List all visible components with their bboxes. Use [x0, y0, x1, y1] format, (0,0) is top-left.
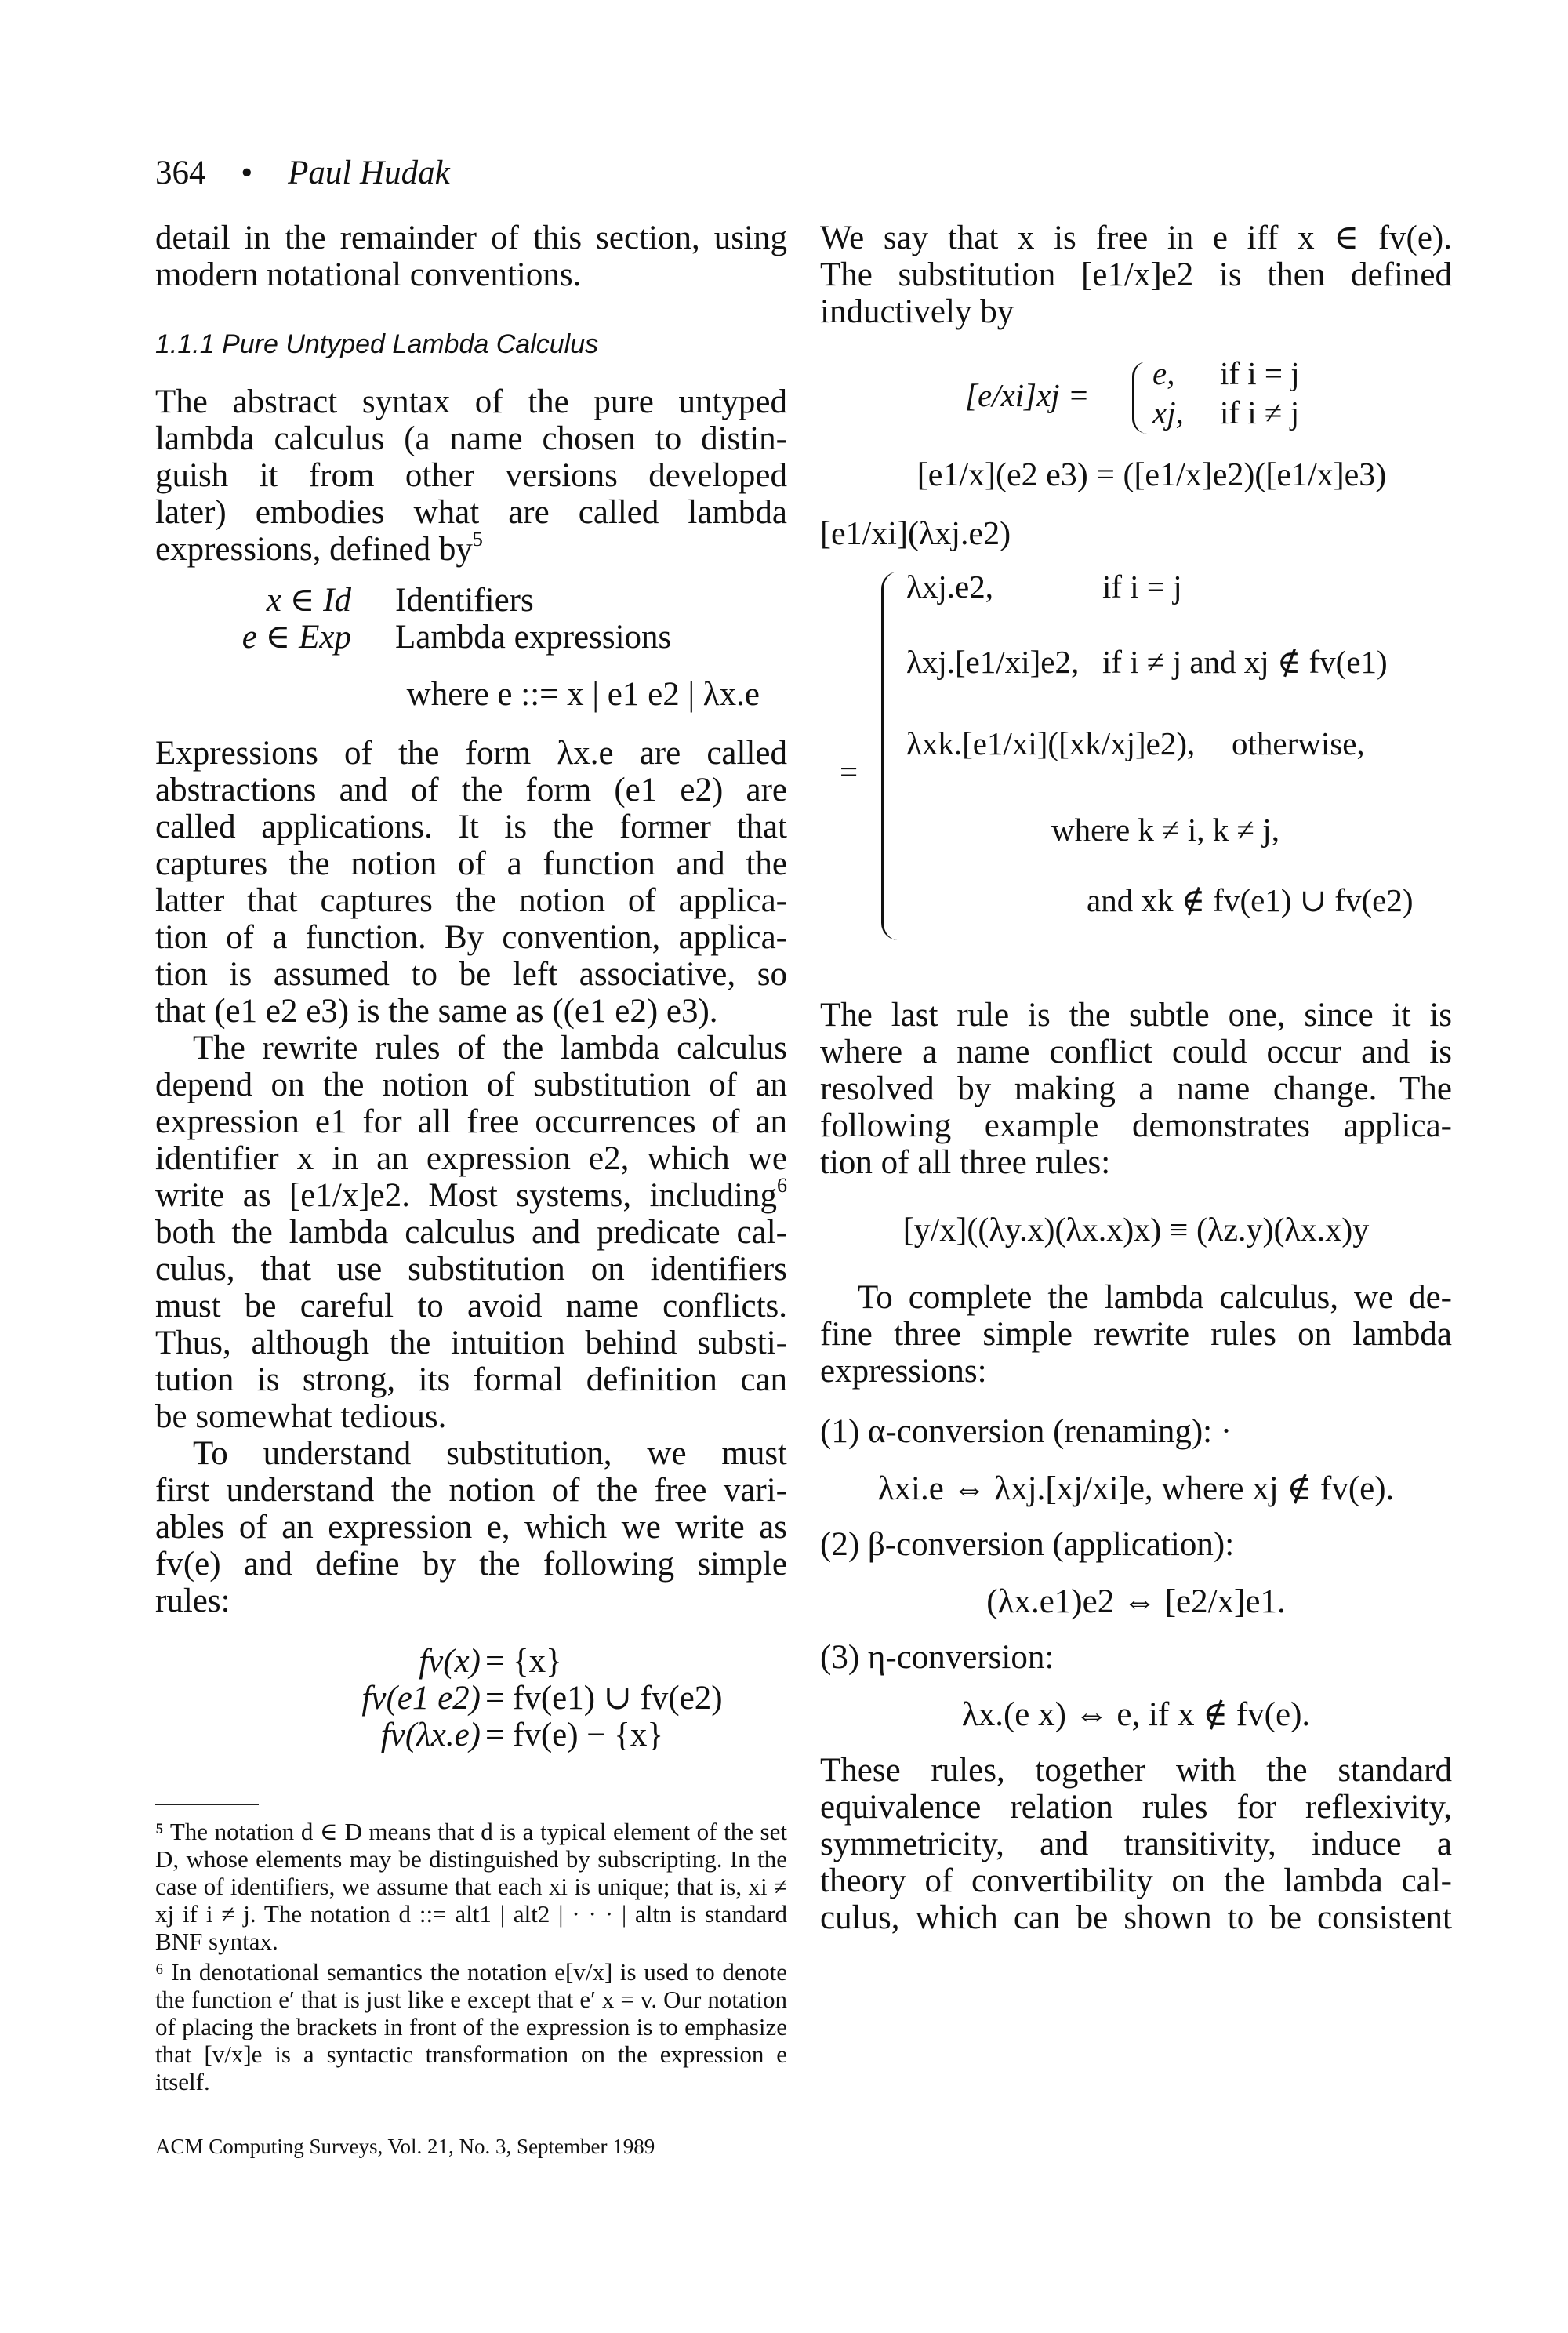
- substitution-rule-abstraction-cases: = λxj.e2, if i = j λxj.[e1/xi]e2, if i ≠ j and xj ∉ fv(e1) λxk.[e1/xi]([xk/xj]e2), otherwise, where k ≠ i, k ≠ j, and xk ∉ fv(e1) ∪ fv(e2): [820, 569, 1452, 992]
- substitution-rule-application: [e1/x](e2 e3) = ([e1/x]e2)([e1/x]e3): [916, 457, 1387, 493]
- header-author: Paul Hudak: [288, 154, 450, 191]
- rule-beta-label: (2) β-conversion (application):: [820, 1526, 1235, 1563]
- fv-rule: fv(e1 e2) = fv(e1) ∪ fv(e2): [361, 1680, 723, 1717]
- footnote-6: ⁶ In denotational semantics the notation e[v/x] is used to denote the function e′ that is just like e except that e′ x = v. Our notation of placing the brackets in front of the expression is to emphasize that [v/x]e is a syntactic transformation on the expression e itself.: [155, 1958, 787, 2095]
- paragraph: The rewrite rules of the lambda calculus depend on the notion of substitution of an expression e1 for all free occurrences of an identifier x in an expression e2, which we write as [e1/x]e2. Most systems, including$^6$ both the lambda calculus and predicate cal- culus, that use substitution on identifiers must be careful to avoid name conflicts. Thus, although the intuition behind substi- tution is strong, its formal definition can be somewhat tedious.: [155, 1030, 787, 1435]
- paragraph: detail in the remainder of this section, using modern notational conventions.: [155, 220, 787, 293]
- fv-rule: fv(λx.e) = fv(e) − {x}: [380, 1717, 664, 1753]
- rule-eta-label: (3) η-conversion:: [820, 1639, 1054, 1676]
- footnote-divider: [155, 1804, 259, 1805]
- header-separator: •: [241, 154, 253, 191]
- left-brace: [1132, 362, 1147, 434]
- footnote-5: ⁵ The notation d ∈ D means that d is a typical element of the set D, whose elements may be distinguished by subscripting. In the case of identifiers, we assume that each xi is unique; that is, xi ≠ xj if i ≠ j. The notation d ::= alt1 | alt2 | · · · | altn is standard BNF syntax.: [155, 1818, 787, 1955]
- grammar-where-line: where e ::= x | e1 e2 | λx.e: [406, 676, 760, 713]
- conversion-rules: [820, 1413, 1452, 1733]
- footnote-mark[interactable]: 6: [777, 1174, 787, 1197]
- paragraph: The abstract syntax of the pure untyped lambda calculus (a name chosen to distin- guish it from other versions developed later) embodies what are called lambda expressions, defined $by^5$: [155, 383, 787, 568]
- left-column: [155, 220, 787, 2095]
- definition-row: x ∈ Id Identifiers: [266, 582, 534, 619]
- paragraph: The last rule is the subtle one, since it is where a name conflict could occur and is resolved by making a name change. The following example demonstrates applica- tion of all three rules:: [820, 997, 1452, 1181]
- paragraph: To complete the lambda calculus, we de- fine three simple rewrite rules on lambda expressions:: [820, 1279, 1452, 1390]
- syntax-definitions: [155, 582, 787, 656]
- rule-eta-equation: λx.(e x) ⇔ e, if x ∉ fv(e).: [961, 1696, 1311, 1733]
- paragraph: Expressions of the form λx.e are called abstractions and of the form (e1 e2) are called applications. It is the former that captures the notion of a function and the latter that captures the notion of applica- tion of a function. By convention, applica- tion is assumed to be left associative, so that (e1 e2 e3) is the same as ((e1 e2) e3).: [155, 735, 787, 1030]
- section-heading: 1.1.1 Pure Untyped Lambda Calculus: [155, 329, 599, 359]
- right-column: [820, 220, 1452, 1936]
- left-brace: [881, 572, 899, 940]
- running-header: [155, 154, 450, 192]
- definition-row: e ∈ Exp Lambda expressions: [241, 619, 672, 656]
- substitution-rule-identifier: [e/xi]xj = e, if i = j xj, if i ≠ j: [820, 354, 1452, 440]
- substitution-example: [y/x]((λy.x)(λx.x)x) ≡ (λz.y)(λx.x)y: [902, 1212, 1370, 1248]
- paragraph: To understand substitution, we must first understand the notion of the free vari- ables of an expression e, which we write as fv(e) and define by the following simple rules:: [155, 1435, 787, 1619]
- rule-beta-equation: (λx.e1)e2 ⇔ [e2/x]e1.: [986, 1583, 1286, 1620]
- running-footer: ACM Computing Surveys, Vol. 21, No. 3, September 1989: [155, 2135, 655, 2158]
- page-number: 364: [155, 154, 206, 191]
- rule-alpha-label: (1) α-conversion (renaming): ·: [820, 1413, 1232, 1450]
- fv-rule: fv(x) = {x}: [419, 1643, 562, 1680]
- paragraph: These rules, together with the standard equivalence relation rules for reflexivity, symmetricity, and transitivity, induce a theory of convertibility on the lambda cal- culus, which can be shown to be consistent: [820, 1752, 1452, 1936]
- paragraph: We say that x is free in e iff x ∈ fv(e). The substitution [e1/x]e2 is then defined inductively by: [820, 220, 1452, 330]
- rule-alpha-equation: λxi.e ⇔ λxj.[xj/xi]e, where xj ∉ fv(e).: [877, 1470, 1395, 1507]
- free-variable-rules: [155, 1643, 787, 1753]
- footnote-mark[interactable]: 5: [472, 528, 483, 551]
- substitution-rule-abstraction-lhs: [e1/xi](λxj.e2): [820, 516, 1011, 552]
